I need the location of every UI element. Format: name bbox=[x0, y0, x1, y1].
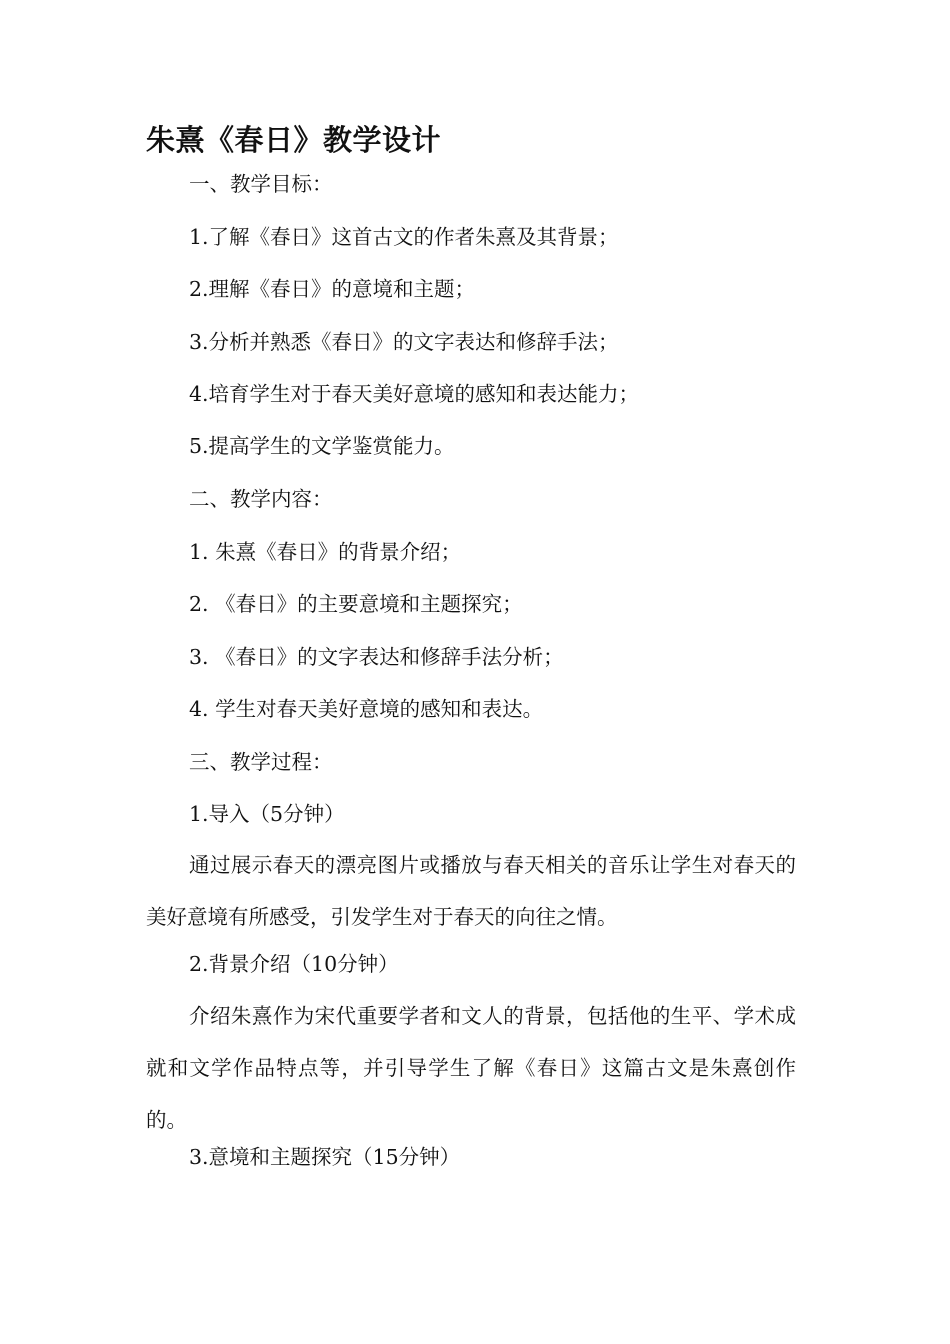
objectives-heading: 一、教学目标： bbox=[189, 172, 333, 196]
process-step-text: 介绍朱熹作为宋代重要学者和文人的背景，包括他的生平、学术成就和文学作品特点等，并引导学生了解《春日》这篇古文是朱熹创作的。 bbox=[146, 1004, 796, 1132]
content-item: 3. 《春日》的文字表达和修辞手法分析； bbox=[189, 645, 564, 669]
content-item: 4. 学生对春天美好意境的感知和表达。 bbox=[189, 697, 544, 721]
objective-item: 5.提高学生的文学鉴赏能力。 bbox=[189, 434, 455, 458]
process-step-title: 1.导入（5分钟） bbox=[189, 802, 345, 826]
process-step-title: 2.背景介绍（10分钟） bbox=[189, 952, 399, 976]
process-step-text: 通过展示春天的漂亮图片或播放与春天相关的音乐让学生对春天的美好意境有所感受，引发学生对于春天的向往之情。 bbox=[146, 853, 796, 929]
process-heading: 三、教学过程： bbox=[189, 750, 333, 774]
content-heading: 二、教学内容： bbox=[189, 487, 333, 511]
content-item: 1. 朱熹《春日》的背景介绍； bbox=[189, 540, 462, 564]
content-item: 2. 《春日》的主要意境和主题探究； bbox=[189, 592, 523, 616]
process-step-title: 3.意境和主题探究（15分钟） bbox=[189, 1145, 461, 1169]
objective-item: 3.分析并熟悉《春日》的文字表达和修辞手法； bbox=[189, 330, 619, 354]
document-title: 朱熹《春日》教学设计 bbox=[146, 123, 442, 157]
objective-item: 1.了解《春日》这首古文的作者朱熹及其背景； bbox=[189, 225, 619, 249]
objective-item: 2.理解《春日》的意境和主题； bbox=[189, 277, 476, 301]
objective-item: 4.培育学生对于春天美好意境的感知和表达能力； bbox=[189, 382, 640, 406]
